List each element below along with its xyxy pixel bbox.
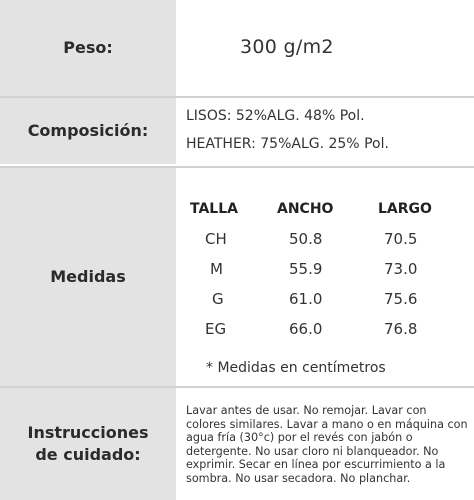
instrucciones-label-cell: [0, 388, 176, 500]
size-table-header-talla: TALLA: [190, 201, 238, 217]
size-cell-largo: 73.0: [384, 260, 418, 278]
composicion-label-cell: [0, 98, 176, 164]
medidas-label-cell: [0, 168, 176, 386]
peso-label-cell: [0, 0, 176, 96]
size-cell-largo: 75.6: [384, 290, 418, 308]
instrucciones-label-line2: de cuidado:: [35, 445, 141, 464]
size-cell-talla: M: [210, 260, 223, 278]
composicion-line-heather: HEATHER: 75%ALG. 25% Pol.: [186, 136, 389, 152]
peso-value: 300 g/m2: [240, 36, 334, 58]
size-cell-ancho: 61.0: [289, 290, 323, 308]
size-table-header-largo: LARGO: [378, 201, 432, 217]
medidas-label: Medidas: [50, 267, 126, 286]
peso-label: Peso:: [63, 38, 113, 57]
size-cell-talla: EG: [205, 320, 227, 338]
size-cell-ancho: 50.8: [289, 230, 323, 248]
instrucciones-label-line1: Instrucciones: [27, 423, 149, 442]
care-instructions-text: Lavar antes de usar. No remojar. Lavar con colores similares. Lavar a mano o en máquina con agua fría (30°c) por el revés con jabón o detergente. No usar cloro ni blanqueador. No exprimir. Secar en línea por escurrimiento a la sombra. No usar secadora. No planchar.: [186, 404, 468, 485]
size-cell-talla: G: [212, 290, 224, 308]
peso-row: [0, 0, 474, 96]
composicion-label: Composición:: [27, 121, 149, 140]
size-cell-ancho: 55.9: [289, 260, 323, 278]
composicion-line-lisos: LISOS: 52%ALG. 48% Pol.: [186, 108, 365, 124]
instrucciones-label: [27, 422, 148, 466]
size-cell-largo: 76.8: [384, 320, 418, 338]
size-cell-largo: 70.5: [384, 230, 418, 248]
measurement-unit-note: * Medidas en centímetros: [206, 360, 386, 376]
size-cell-ancho: 66.0: [289, 320, 323, 338]
size-cell-talla: CH: [205, 230, 227, 248]
size-table-header-ancho: ANCHO: [277, 201, 334, 217]
